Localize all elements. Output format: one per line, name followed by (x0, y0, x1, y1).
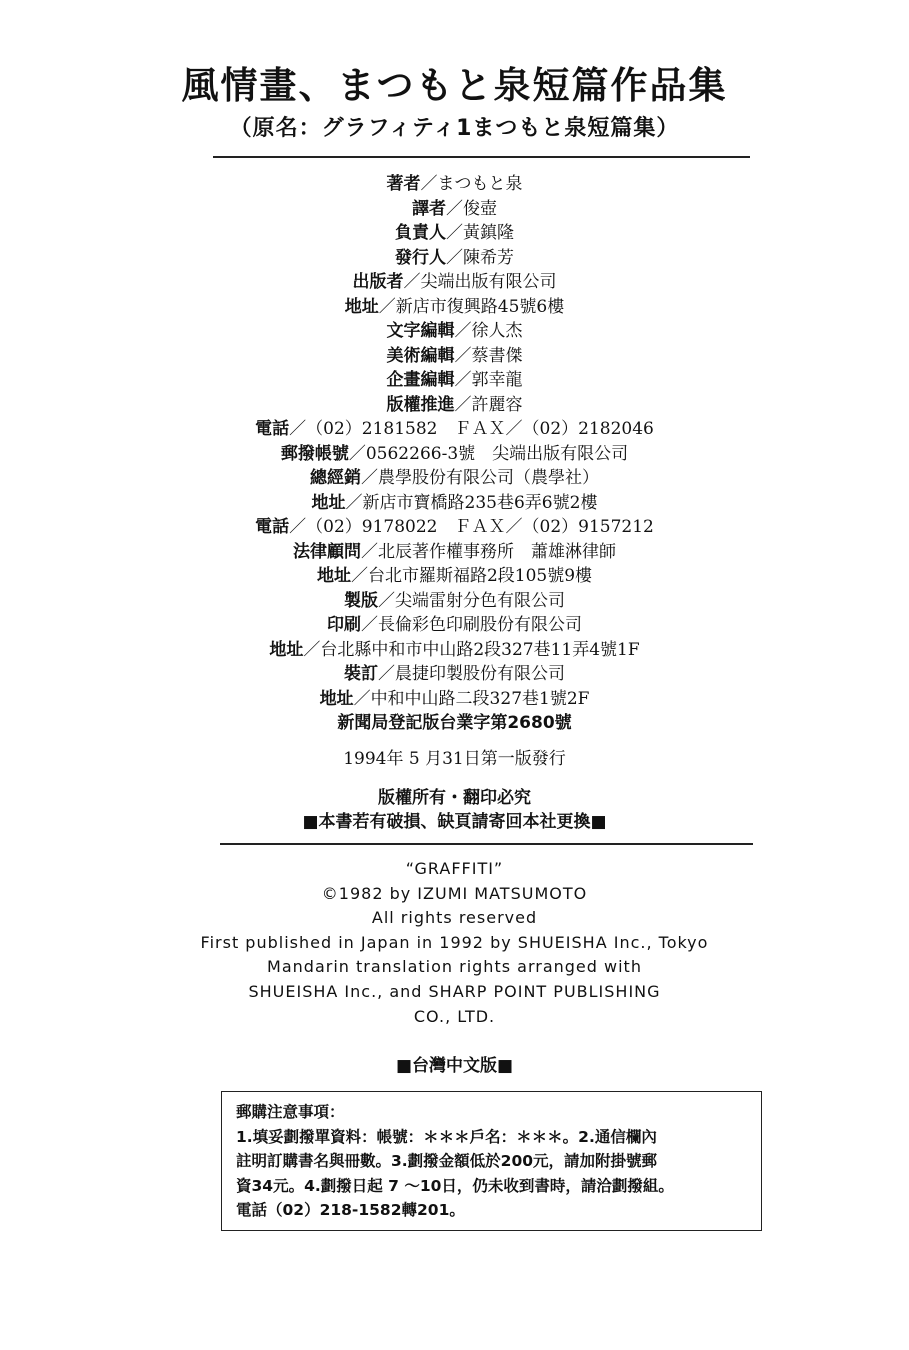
rights-block (0, 786, 909, 834)
credit-postal-account: 郵撥帳號／0562266-3號 尖端出版有限公司 (280, 443, 629, 464)
credit-art-editor: 美術編輯／蔡書傑 (386, 345, 523, 366)
edition-label: ■台灣中文版■ (395, 1056, 514, 1076)
credit-printer: 印刷／長倫彩色印刷股份有限公司 (327, 615, 582, 635)
original-title: （原名：グラフィティ1まつもと泉短篇集） (229, 116, 680, 141)
credit-legal: 法律顧問／北辰著作權事務所 蕭雄淋律師 (293, 541, 616, 562)
notice-line: 資34元。4.劃撥日起 7 ～10日，仍未收到書時，請洽劃撥組。 (236, 1176, 674, 1195)
credit-publisher: 出版者／尖端出版有限公司 (352, 272, 557, 292)
mail-order-notice (221, 1091, 762, 1231)
credit-legal-address: 地址／台北市羅斯福路2段105號9樓 (316, 566, 593, 586)
english-line: All rights reserved (371, 908, 538, 928)
middle-divider (220, 843, 753, 845)
english-copyright (0, 857, 909, 1029)
top-divider (213, 156, 750, 158)
damage-return-note: ■本書若有破損、缺頁請寄回本社更換■ (302, 812, 607, 832)
notice-line: 郵購注意事項： (236, 1103, 345, 1121)
credit-rights: 版權推進／許麗容 (386, 394, 523, 415)
book-title: 風情畫、まつもと泉短篇作品集 (181, 64, 728, 107)
credit-binding-address: 地址／中和中山路二段327巷1號2F (319, 688, 590, 709)
credit-text-editor: 文字編輯／徐人杰 (386, 321, 523, 341)
credit-responsible: 負責人／黃鎮隆 (395, 223, 514, 243)
notice-line: 電話（02）218-1582轉201。 (236, 1201, 465, 1219)
credit-publisher-address: 地址／新店市復興路45號6樓 (344, 296, 565, 317)
credit-phone-fax: 電話／（02）2181582 ＦＡＸ／（02）2182046 (255, 419, 654, 439)
english-line: CO., LTD. (413, 1006, 496, 1026)
credits-list (0, 172, 909, 736)
credit-distributor-address: 地址／新店市寶橋路235巷6弄6號2樓 (311, 492, 598, 513)
credit-translator: 譯者／俊壺 (412, 198, 497, 219)
english-line: First published in Japan in 1992 by SHUEISHA Inc., Tokyo (200, 932, 709, 952)
english-line: SHUEISHA Inc., and SHARP POINT PUBLISHING (248, 981, 661, 1001)
english-line: Mandarin translation rights arranged with (267, 957, 642, 977)
credit-plate: 製版／尖端雷射分色有限公司 (344, 590, 565, 611)
registration-number: 新聞局登記版台業字第2680號 (337, 713, 572, 733)
publish-date: 1994年 5 月31日第一版發行 (343, 749, 566, 769)
notice-line: 註明訂購書名與冊數。3.劃撥金額低於200元，請加附掛號郵 (236, 1152, 658, 1170)
english-line: ©1982 by IZUMI MATSUMOTO (321, 883, 588, 903)
credit-author: 著者／まつもと泉 (386, 174, 523, 194)
credit-printer-address: 地址／台北縣中和市中山路2段327巷11弄4號1F (269, 639, 640, 660)
credit-distributor: 總經銷／農學股份有限公司（農學社） (310, 468, 599, 488)
notice-line: 1.填妥劃撥單資料：帳號：＊＊＊戶名：＊＊＊。2.通信欄內 (236, 1127, 657, 1146)
credit-publisher-person: 發行人／陳希芳 (395, 247, 514, 268)
credit-binding: 裝訂／晨捷印製股份有限公司 (344, 664, 565, 684)
rights-reserved: 版權所有・翻印必究 (378, 788, 531, 808)
english-line: “GRAFFITI” (405, 859, 504, 878)
credit-planning-editor: 企畫編輯／郭幸龍 (386, 370, 523, 390)
credit-distributor-phone: 電話／（02）9178022 ＦＡＸ／（02）9157212 (255, 517, 654, 537)
